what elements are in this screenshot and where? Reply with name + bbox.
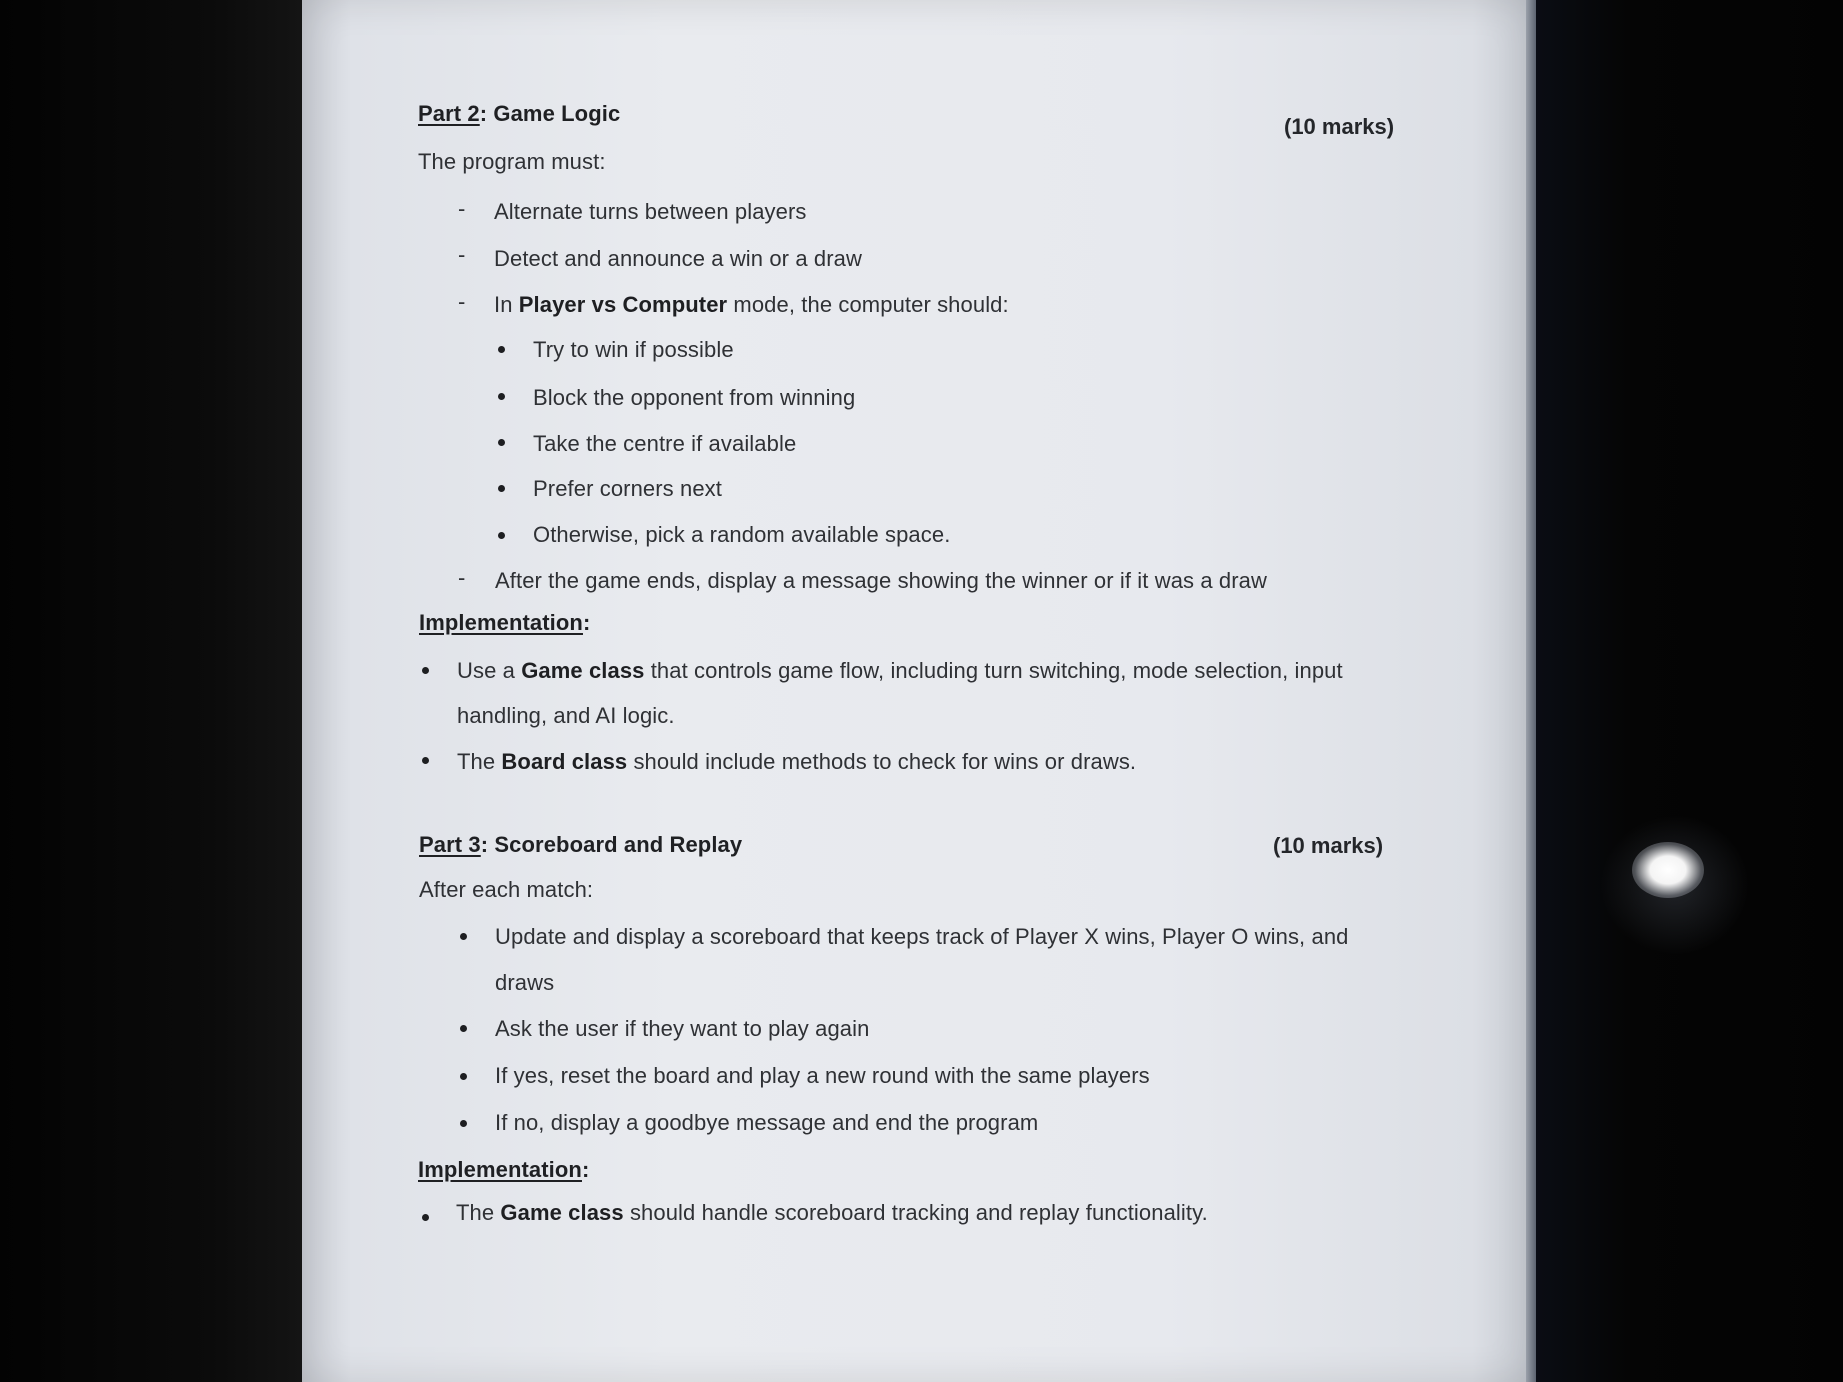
- impl2-bold: Board class: [501, 749, 628, 774]
- part3-item: If yes, reset the board and play a new round with the same players: [495, 1063, 1150, 1088]
- part2-impl1-cont: handling, and AI logic.: [457, 703, 675, 728]
- implementation-label: Implementation: [418, 1157, 582, 1182]
- part2-heading-suffix: : Game Logic: [479, 101, 621, 126]
- impl1-post: that controls game flow, including turn switching, mode selection, input: [644, 658, 1343, 683]
- bullet-icon: [460, 1025, 467, 1032]
- p3-impl1-pre: The: [456, 1200, 501, 1225]
- part3-item: Update and display a scoreboard that keeps track of Player X wins, Player O wins, and: [495, 924, 1349, 949]
- part3-impl1: [456, 1200, 1208, 1226]
- part2-after-game: After the game ends, display a message showing the winner or if it was a draw: [495, 568, 1267, 593]
- bullet-icon: [498, 485, 505, 492]
- part3-intro: After each match:: [419, 877, 594, 902]
- ai-rule: Prefer corners next: [533, 476, 722, 501]
- part3-implementation-heading: [418, 1157, 589, 1183]
- bullet-icon: [498, 393, 505, 400]
- part3-item-cont: draws: [495, 970, 555, 995]
- impl1-pre: Use a: [457, 658, 522, 683]
- bullet-icon: [460, 1073, 467, 1080]
- pvc-post: mode, the computer should:: [727, 292, 1009, 317]
- pvc-pre: In: [494, 292, 519, 317]
- part3-item: Ask the user if they want to play again: [495, 1016, 870, 1041]
- impl2-pre: The: [457, 749, 502, 774]
- part3-item: If no, display a goodbye message and end the program: [495, 1110, 1039, 1135]
- ai-rule: Take the centre if available: [533, 431, 797, 456]
- part2-impl2: [457, 749, 1136, 775]
- bullet-icon: [422, 667, 429, 674]
- part3-marks: (10 marks): [1273, 833, 1384, 858]
- part3-heading-prefix: Part 3: [419, 832, 481, 857]
- ai-rule: Try to win if possible: [533, 337, 734, 362]
- implementation-colon: :: [582, 610, 591, 635]
- dash-marker: -: [458, 289, 466, 314]
- page-edge: [1526, 0, 1536, 1382]
- bullet-icon: [498, 439, 505, 446]
- part3-heading-suffix: : Scoreboard and Replay: [480, 832, 743, 857]
- part2-item: Detect and announce a win or a draw: [494, 246, 862, 271]
- part2-marks: (10 marks): [1284, 114, 1395, 139]
- dash-marker: -: [458, 196, 466, 221]
- ai-rule: Otherwise, pick a random available space.: [533, 522, 951, 547]
- p3-impl1-post: should handle scoreboard tracking and replay functionality.: [623, 1200, 1208, 1225]
- part2-heading: [418, 101, 620, 127]
- part2-item: Alternate turns between players: [494, 199, 807, 224]
- dash-marker: -: [458, 565, 466, 590]
- dash-marker: -: [458, 242, 466, 267]
- part2-intro: The program must:: [418, 149, 606, 174]
- impl2-post: should include methods to check for wins or draws.: [627, 749, 1137, 774]
- light-glare: [1632, 842, 1704, 898]
- background-left: [0, 0, 302, 1382]
- part2-heading-prefix: Part 2: [418, 101, 480, 126]
- impl1-bold: Game class: [521, 658, 645, 683]
- part3-heading: [419, 832, 742, 858]
- pvc-bold: Player vs Computer: [518, 292, 728, 317]
- bullet-icon: [422, 757, 429, 764]
- bullet-icon: [498, 346, 505, 353]
- implementation-colon: :: [581, 1157, 590, 1182]
- part2-implementation-heading: [419, 610, 590, 636]
- bullet-icon: [422, 1214, 429, 1221]
- p3-impl1-bold: Game class: [500, 1200, 624, 1225]
- background-right: [1534, 0, 1843, 1382]
- ai-rule: Block the opponent from winning: [533, 385, 856, 410]
- bullet-icon: [498, 532, 505, 539]
- part2-pvc-item: [494, 292, 1009, 318]
- implementation-label: Implementation: [419, 610, 583, 635]
- part2-impl1: [457, 658, 1343, 684]
- bullet-icon: [460, 1120, 467, 1127]
- bullet-icon: [460, 933, 467, 940]
